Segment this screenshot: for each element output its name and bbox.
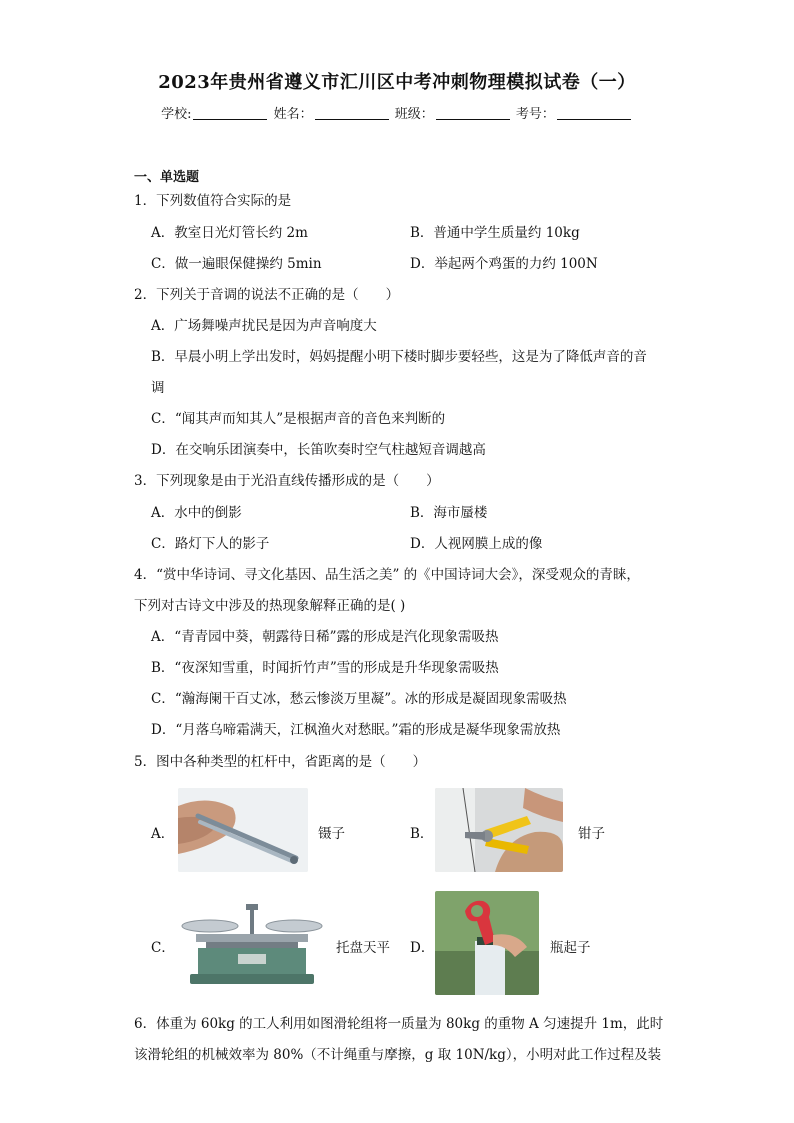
bottle-opener-image (435, 891, 539, 995)
q4-option-a: A．“青青园中葵，朝露待日稀”露的形成是汽化现象需吸热 (151, 629, 499, 645)
school-label: 学校: (161, 107, 192, 122)
q2-stem: 2．下列关于音调的说法不正确的是（ ） (134, 287, 400, 303)
tweezers-icon (178, 788, 308, 872)
section-heading: 一、单选题 (134, 170, 200, 185)
q3-stem: 3．下列现象是由于光沿直线传播形成的是（ ） (134, 473, 440, 489)
balance-image (176, 900, 328, 990)
q2-option-d: D．在交响乐团演奏中，长笛吹奏时空气柱越短音调越高 (151, 442, 486, 458)
q5-option-b-letter: B． (410, 826, 434, 842)
q3-option-b: B．海市蜃楼 (410, 505, 488, 521)
q1-option-b: B．普通中学生质量约 10kg (410, 225, 580, 241)
q3-option-a: A．水中的倒影 (151, 505, 242, 521)
name-blank[interactable] (315, 107, 389, 120)
id-label: 考号： (515, 107, 555, 122)
q2-option-b-line1: B．早晨小明上学出发时，妈妈提醒小明下楼时脚步要轻些，这是为了降低声音的音 (151, 349, 647, 365)
q6-line2: 该滑轮组的机械效率为 80%（不计绳重与摩擦，g 取 10N/kg），小明对此工作过程及装 (134, 1047, 662, 1063)
q5-stem: 5．图中各种类型的杠杆中，省距离的是（ ） (134, 754, 427, 770)
q2-option-c: C．“闻其声而知其人”是根据声音的音色来判断的 (151, 411, 446, 427)
q4-option-b: B．“夜深知雪重，时闻折竹声”雪的形成是升华现象需吸热 (151, 660, 499, 676)
q5-option-d-letter: D． (410, 940, 435, 956)
q3-option-d: D．人视网膜上成的像 (410, 536, 543, 552)
tweezers-image (178, 788, 308, 872)
class-blank[interactable] (436, 107, 510, 120)
q4-stem-line2: 下列对古诗文中涉及的热现象解释正确的是( ) (134, 598, 406, 614)
q3-option-c: C．路灯下人的影子 (151, 536, 270, 552)
q4-stem-line1: 4．“赏中华诗词、寻文化基因、品生活之美” 的《中国诗词大会》，深受观众的青睐， (134, 567, 640, 583)
q2-option-b-line2: 调 (151, 380, 165, 396)
q5-option-b-name: 钳子 (578, 826, 605, 842)
q1-option-d: D．举起两个鸡蛋的力约 100N (410, 256, 598, 272)
q1-option-a: A．教室日光灯管长约 2m (151, 225, 308, 241)
balance-icon (176, 900, 328, 990)
q2-option-a: A．广场舞噪声扰民是因为声音响度大 (151, 318, 377, 334)
class-label: 班级： (394, 107, 434, 122)
q5-option-d-name: 瓶起子 (550, 940, 591, 956)
q4-option-d: D．“月落乌啼霜满天，江枫渔火对愁眠。”霜的形成是凝华现象需放热 (151, 722, 561, 738)
q5-option-a-letter: A． (151, 826, 175, 842)
pliers-icon (435, 788, 563, 872)
id-blank[interactable] (557, 107, 631, 120)
q1-option-c: C．做一遍眼保健操约 5min (151, 256, 322, 272)
q5-option-c-name: 托盘天平 (336, 940, 390, 956)
school-blank[interactable] (193, 107, 267, 120)
q5-option-c-letter: C． (151, 940, 175, 956)
name-label: 姓名： (273, 107, 313, 122)
pliers-image (435, 788, 563, 872)
q4-option-c: C．“瀚海阑干百丈冰，愁云惨淡万里凝”。冰的形成是凝固现象需吸热 (151, 691, 567, 707)
q1-stem: 1．下列数值符合实际的是 (134, 193, 292, 209)
q5-option-a-name: 镊子 (318, 826, 345, 842)
q6-line1: 6．体重为 60kg 的工人利用如图滑轮组将一质量为 80kg 的重物 A 匀速提升 1m，此时 (134, 1016, 664, 1032)
student-info-row (0, 103, 794, 122)
exam-title: 2023年贵州省遵义市汇川区中考冲刺物理模拟试卷（一） (158, 72, 636, 93)
bottle-opener-icon (435, 891, 539, 995)
